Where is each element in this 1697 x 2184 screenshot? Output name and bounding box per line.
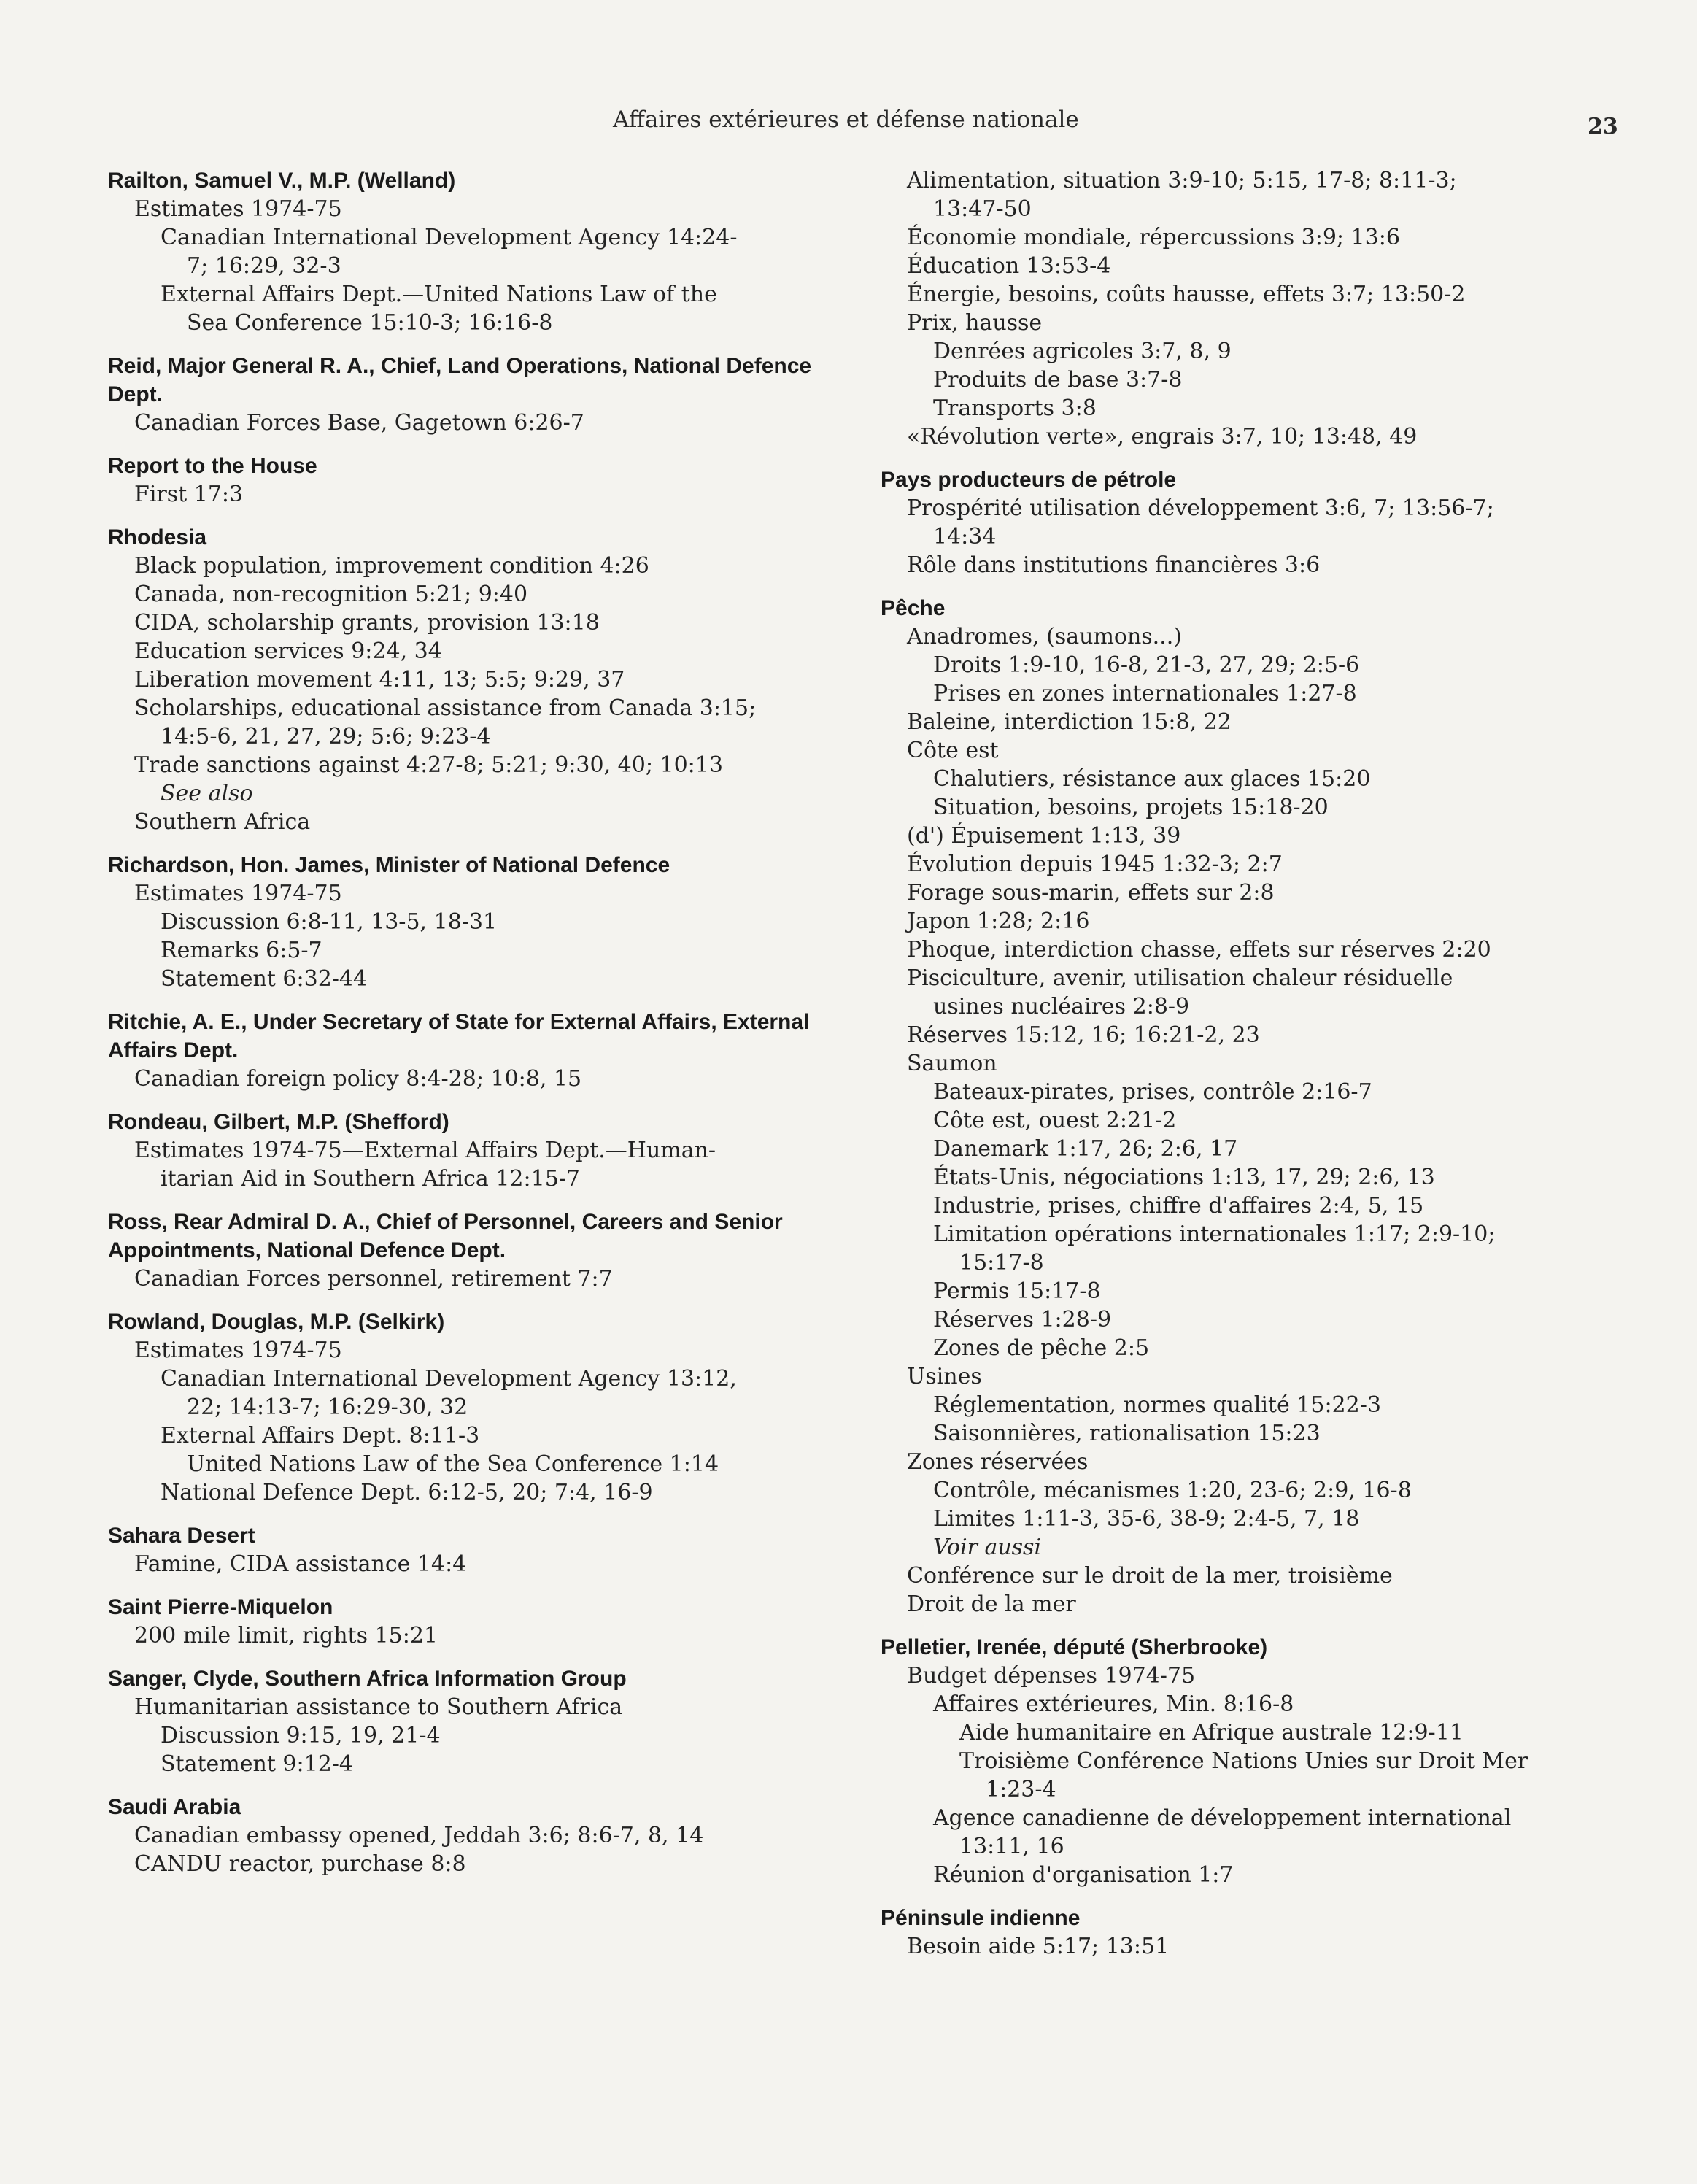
index-entry-heading: Péninsule indienne [881, 1906, 1081, 1930]
index-subentry: Saumon [907, 1051, 997, 1076]
index-subentry: Canadian International Development Agency 14:24- [161, 225, 738, 250]
index-subentry: (d') Épuisement 1:13, 39 [907, 823, 1181, 849]
index-subentry: Canadian Forces Base, Gagetown 6:26-7 [134, 410, 584, 436]
index-subentry: Liberation movement 4:11, 13; 5:5; 9:29, 37 [134, 667, 625, 692]
index-subentry: Limites 1:11-3, 35-6, 38-9; 2:4-5, 7, 18 [933, 1506, 1360, 1532]
index-subentry: Canada, non-recognition 5:21; 9:40 [134, 582, 528, 607]
index-subentry: Industrie, prises, chiffre d'affaires 2:4, 5, 15 [933, 1193, 1424, 1219]
index-subentry: Statement 9:12-4 [161, 1751, 354, 1777]
index-entry-heading: Saint Pierre-Miquelon [108, 1595, 333, 1619]
index-subentry: Réunion d'organisation 1:7 [933, 1862, 1234, 1888]
index-subentry: Prix, hausse [907, 310, 1043, 336]
index-subentry: Agence canadienne de développement international [933, 1805, 1512, 1831]
index-subentry: Humanitarian assistance to Southern Africa [134, 1694, 623, 1720]
index-subentry: Zones réservées [907, 1449, 1089, 1475]
index-subentry: Black population, improvement condition 4:26 [134, 553, 649, 579]
index-subentry: usines nucléaires 2:8-9 [933, 994, 1190, 1019]
index-subentry: Usines [907, 1364, 982, 1389]
index-subentry: Côte est, ouest 2:21-2 [933, 1108, 1177, 1133]
index-subentry: 14:5-6, 21, 27, 29; 5:6; 9:23-4 [161, 724, 491, 749]
index-subentry: Remarks 6:5-7 [161, 938, 322, 963]
index-subentry: Canadian foreign policy 8:4-28; 10:8, 15 [134, 1066, 582, 1092]
index-entry [108, 1664, 859, 1778]
index-subentry: Zones de pêche 2:5 [933, 1335, 1150, 1361]
index-subentry: Droits 1:9-10, 16-8, 21-3, 27, 29; 2:5-6 [933, 652, 1360, 678]
index-subentry: Danemark 1:17, 26; 2:6, 17 [933, 1136, 1238, 1162]
index-entry-heading: Saudi Arabia [108, 1795, 241, 1819]
index-subentry: External Affairs Dept.—United Nations Law of the [161, 282, 717, 307]
index-subentry: First 17:3 [134, 482, 244, 507]
index-subentry: National Defence Dept. 6:12-5, 20; 7:4, 16-9 [161, 1480, 653, 1505]
index-entry [108, 166, 859, 337]
index-subentry: 13:47-50 [933, 196, 1032, 222]
index-entry [108, 1308, 859, 1507]
index-subentry: Forage sous-marin, effets sur 2:8 [907, 880, 1275, 906]
index-entry [108, 851, 859, 993]
index-subentry: 200 mile limit, rights 15:21 [134, 1623, 438, 1648]
index-column-left [108, 166, 859, 1893]
index-cross-reference: Voir aussi [933, 1535, 1042, 1560]
index-entry [108, 523, 859, 836]
page-number: 23 [1588, 114, 1618, 139]
index-subentry: Bateaux-pirates, prises, contrôle 2:16-7 [933, 1079, 1372, 1105]
index-cross-reference: See also [161, 781, 253, 806]
index-subentry: Besoin aide 5:17; 13:51 [907, 1934, 1170, 1959]
index-entry-heading: Sanger, Clyde, Southern Africa Information Group [108, 1667, 627, 1691]
index-subentry: Discussion 9:15, 19, 21-4 [161, 1723, 441, 1748]
index-entry-heading: Rowland, Douglas, M.P. (Selkirk) [108, 1310, 445, 1334]
index-entry-heading: Report to the House [108, 454, 317, 478]
index-entry-heading: Reid, Major General R. A., Chief, Land Operations, National Defence Dept. [108, 354, 812, 406]
index-entry [108, 352, 859, 437]
index-subentry: Limitation opérations internationales 1:17; 2:9-10; [933, 1222, 1496, 1247]
index-subentry: Estimates 1974-75 [134, 1338, 342, 1363]
index-subentry: États-Unis, négociations 1:13, 17, 29; 2:6, 13 [933, 1165, 1435, 1190]
index-column-right [881, 166, 1610, 1975]
index-subentry: Saisonnières, rationalisation 15:23 [933, 1421, 1321, 1446]
index-subentry: Conférence sur le droit de la mer, troisième [907, 1563, 1393, 1589]
index-subentry: CANDU reactor, purchase 8:8 [134, 1851, 466, 1877]
index-subentry: Canadian International Development Agency 13:12, [161, 1366, 737, 1392]
index-subentry: Alimentation, situation 3:9-10; 5:15, 17-8; 8:11-3; [907, 168, 1457, 193]
index-subentry: Discussion 6:8-11, 13-5, 18-31 [161, 909, 498, 935]
index-subentry: Côte est [907, 738, 999, 763]
index-entry [108, 1521, 859, 1578]
index-subentry: Trade sanctions against 4:27-8; 5:21; 9:30, 40; 10:13 [134, 752, 723, 778]
index-subentry: External Affairs Dept. 8:11-3 [161, 1423, 480, 1448]
index-entry-heading: Richardson, Hon. James, Minister of National Defence [108, 853, 670, 877]
index-subentry: Estimates 1974-75 [134, 196, 342, 222]
index-subentry: itarian Aid in Southern Africa 12:15-7 [161, 1166, 581, 1192]
index-subentry: 13:11, 16 [959, 1834, 1064, 1859]
index-entry-heading: Ritchie, A. E., Under Secretary of State for External Affairs, External Affairs Dept. [108, 1010, 810, 1062]
index-entry-heading: Pelletier, Irenée, député (Sherbrooke) [881, 1635, 1268, 1659]
index-subentry: Japon 1:28; 2:16 [907, 908, 1090, 934]
index-entry-heading: Rondeau, Gilbert, M.P. (Shefford) [108, 1110, 449, 1134]
index-entry [881, 1633, 1610, 1889]
index-subentry: 1:23-4 [986, 1777, 1056, 1802]
index-subentry: Affaires extérieures, Min. 8:16-8 [933, 1691, 1294, 1717]
index-subentry: 15:17-8 [959, 1250, 1044, 1276]
index-subentry: 7; 16:29, 32-3 [187, 253, 341, 279]
index-subentry: Famine, CIDA assistance 14:4 [134, 1551, 467, 1577]
index-subentry: Évolution depuis 1945 1:32-3; 2:7 [907, 852, 1283, 877]
index-entry-heading: Ross, Rear Admiral D. A., Chief of Personnel, Careers and Senior Appointments, National Defence Dept. [108, 1210, 783, 1262]
index-subentry: Budget dépenses 1974-75 [907, 1663, 1196, 1689]
index-subentry: Canadian embassy opened, Jeddah 3:6; 8:6-7, 8, 14 [134, 1823, 704, 1848]
index-subentry: Education services 9:24, 34 [134, 638, 442, 664]
index-subentry: Produits de base 3:7-8 [933, 367, 1183, 393]
index-subentry: Réglementation, normes qualité 15:22-3 [933, 1392, 1381, 1418]
index-subentry: Phoque, interdiction chasse, effets sur réserves 2:20 [907, 937, 1491, 962]
index-subentry: Permis 15:17-8 [933, 1278, 1101, 1304]
index-subentry: Chalutiers, résistance aux glaces 15:20 [933, 766, 1371, 792]
index-subentry: Transports 3:8 [933, 395, 1097, 421]
index-entry-heading: Sahara Desert [108, 1524, 255, 1548]
index-subentry: Contrôle, mécanismes 1:20, 23-6; 2:9, 16-8 [933, 1478, 1412, 1503]
index-subentry: Situation, besoins, projets 15:18-20 [933, 795, 1329, 820]
index-entry-heading: Rhodesia [108, 525, 207, 549]
index-entry-heading: Railton, Samuel V., M.P. (Welland) [108, 169, 456, 193]
index-subentry: Énergie, besoins, coûts hausse, effets 3:7; 13:50-2 [907, 282, 1466, 307]
index-subentry: 22; 14:13-7; 16:29-30, 32 [187, 1394, 468, 1420]
index-entry [108, 452, 859, 509]
index-entry [108, 1593, 859, 1650]
index-entry [881, 1904, 1610, 1961]
index-subentry: Réserves 1:28-9 [933, 1307, 1112, 1332]
index-subentry: Southern Africa [134, 809, 311, 835]
index-subentry: Prospérité utilisation développement 3:6, 7; 13:56-7; [907, 495, 1494, 521]
index-subentry: «Révolution verte», engrais 3:7, 10; 13:48, 49 [907, 424, 1418, 449]
index-entry [108, 1108, 859, 1193]
index-entry [108, 1008, 859, 1093]
index-subentry: CIDA, scholarship grants, provision 13:18 [134, 610, 600, 636]
index-subentry: Estimates 1974-75 [134, 881, 342, 906]
index-subentry: Rôle dans institutions financières 3:6 [907, 552, 1321, 578]
index-entry [108, 1208, 859, 1293]
index-subentry: Droit de la mer [907, 1591, 1076, 1617]
index-entry [881, 466, 1610, 579]
page-header-title: Affaires extérieures et défense nationale [613, 107, 1079, 133]
index-subentry: United Nations Law of the Sea Conference 1:14 [187, 1451, 719, 1477]
index-subentry: 14:34 [933, 524, 997, 549]
index-subentry: Scholarships, educational assistance from Canada 3:15; [134, 695, 757, 721]
index-entry-heading: Pays producteurs de pétrole [881, 468, 1177, 492]
index-subentry: Denrées agricoles 3:7, 8, 9 [933, 339, 1232, 364]
index-subentry: Estimates 1974-75—External Affairs Dept.—Human- [134, 1138, 716, 1163]
index-subentry: Anadromes, (saumons...) [907, 624, 1182, 649]
index-subentry: Réserves 15:12, 16; 16:21-2, 23 [907, 1022, 1260, 1048]
index-subentry: Aide humanitaire en Afrique australe 12:9-11 [959, 1720, 1464, 1745]
index-subentry: Prises en zones internationales 1:27-8 [933, 681, 1357, 706]
index-subentry: Économie mondiale, répercussions 3:9; 13:6 [907, 225, 1400, 250]
index-subentry: Troisième Conférence Nations Unies sur Droit Mer [959, 1748, 1528, 1774]
index-subentry: Canadian Forces personnel, retirement 7:7 [134, 1266, 613, 1292]
index-subentry: Sea Conference 15:10-3; 16:16-8 [187, 310, 553, 336]
index-subentry: Statement 6:32-44 [161, 966, 368, 992]
index-entry [108, 1793, 859, 1878]
index-entry [881, 166, 1610, 451]
index-entry-heading: Pêche [881, 596, 946, 620]
index-entry [881, 594, 1610, 1618]
index-subentry: Éducation 13:53-4 [907, 253, 1111, 279]
index-subentry: Pisciculture, avenir, utilisation chaleur résiduelle [907, 965, 1453, 991]
index-subentry: Baleine, interdiction 15:8, 22 [907, 709, 1232, 735]
